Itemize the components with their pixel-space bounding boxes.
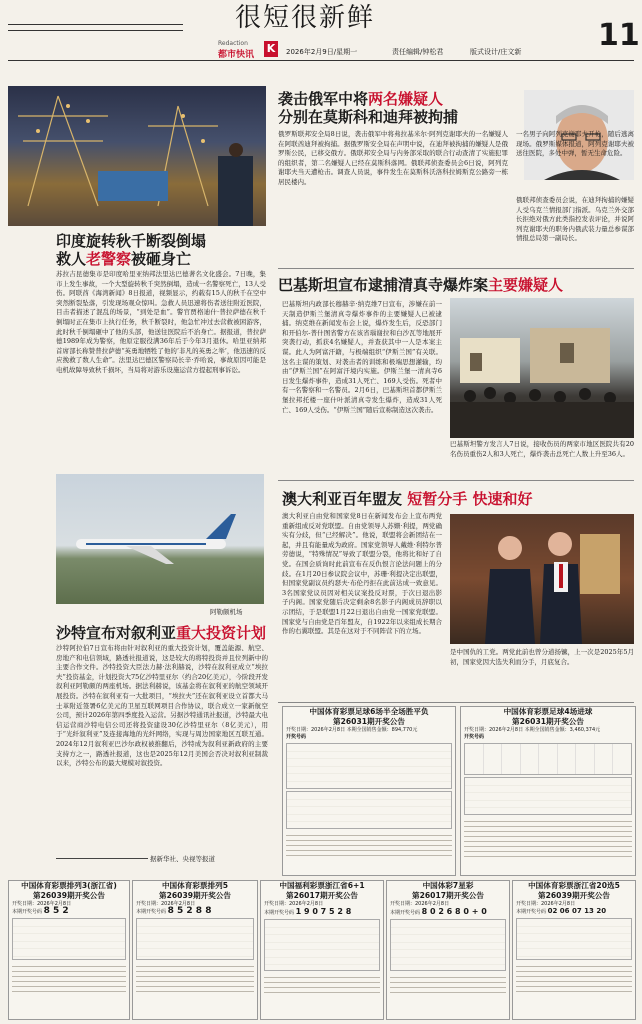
lottery-numbers-6: 8 0 2 6 8 0 + 0: [421, 907, 487, 916]
masthead-designer: 版式设计/庄文新: [470, 48, 522, 56]
lottery-table-6: [390, 919, 506, 971]
separator-line-2: [278, 480, 634, 481]
pakistan-caption: 巴基斯坦警方发言人7日说，接收伤员的两家市地区医院共有20名伤员重伤2人和3人死亡，爆炸袭击总死亡人数上升至36人。: [450, 440, 634, 458]
lottery-info-7: 开奖日期：2026年2月8日: [516, 901, 576, 907]
pakistan-headline-pre: 巴基斯坦宣布逮捕清真寺爆炸案: [278, 276, 489, 294]
lottery-notes-3: [12, 962, 126, 996]
lottery-table-2: [464, 743, 632, 775]
australia-body: 澳大利亚自由党和国家党8日在新闻发布会上宣布两党重新组成反对党联盟。自由党领导人苏姗·利提，两党确实有分歧，但“已经解决”。他说，联盟将会新团结在一起，并且有能量成为政府。国家党领导人戴维·利特尔普劳德说，“特殊情况”导致了联盟分裂，他将比和好了自党。在国会质询时此前宣布在反仇恨言论法问题上的分歧。在1月20日参议院会议中，苏珊·利提决定出联盟，但国家党副议员约瑟夫·布伦丹拒在此前达成一致意见。3名国家党议员因对相关议案投反对票，于次日退出影子内阁。国家党随后决定剩余8名影子内阁成员辞职以示团结，于是联盟1月22日退出自由党一国家党联盟。国家党与自由党是百年盟友，自1922年以来组成长期合作的右翼联盟。其是在这对于不同阵营下的立场。: [282, 512, 442, 636]
source-rule: [56, 858, 148, 859]
lottery-box-2: [460, 706, 636, 876]
moscow-body-bottom: 俄联邦侦查委员会说，在迪拜拘捕的嫌疑人受乌克兰情报部门指派。乌克兰外交部长拒绝对俄方此类指控发表评论，并说阿列克谢耶夫的职务内俄武装力量总参谋部情报总局第一副局长。: [516, 196, 634, 243]
lottery-box-1: [282, 706, 456, 876]
lottery-table-1: [286, 743, 452, 789]
australia-headline-post: 快速和好: [472, 490, 533, 508]
lottery-subtitle-6: 第26017期开奖公告: [412, 891, 484, 900]
column-logo-en: Redaction: [218, 40, 248, 47]
lottery-subtitle-1: 第26031期开奖公告: [333, 717, 405, 726]
lottery-notes-2: [464, 817, 632, 857]
lottery-notes-7: [516, 962, 632, 996]
lottery-subtitle-7: 第26039期开奖公告: [538, 891, 610, 900]
lottery-title-1: 中国体育彩票足球6场半全场胜平负: [309, 707, 429, 716]
lottery-info-4: 开奖日期：2026年2月8日: [136, 901, 196, 907]
lottery-label-3: [9, 908, 129, 916]
lottery-box-4: [132, 880, 258, 1020]
lottery-table-3: [12, 918, 126, 960]
masthead-title: 很短很新鲜: [234, 3, 375, 33]
lottery-box-5: [260, 880, 384, 1020]
australia-politicians-photo: [450, 514, 634, 644]
india-headline-2: [56, 250, 266, 268]
saudi-source: 据新华社、央视等报道: [150, 855, 215, 863]
india-headline-pre: 救人: [56, 250, 87, 268]
australia-body-right: 是中国仇的工党。两党此前也曾分道扬镳，上一次是2025年5月初，国家党因大选失利而分手，月底复合。: [450, 648, 634, 666]
saudi-headline-pre: 沙特宣布对叙利亚: [56, 624, 177, 642]
separator-line: [278, 268, 634, 269]
lottery-table-5: [264, 919, 380, 971]
lottery-notes-1: [286, 831, 452, 857]
masthead-left-rule: [8, 24, 183, 25]
india-headline-1: 印度旋转秋千断裂倒塌: [56, 232, 207, 250]
lottery-info-6: 开奖日期：2026年2月8日: [390, 901, 450, 907]
australia-headline-highlight: 短暂分手: [407, 490, 468, 508]
lottery-notes-6: [390, 973, 506, 997]
lottery-info-2: 开奖日期：2026年2月8日 本期全国销售金额：3,460,374元: [464, 727, 601, 733]
lottery-label-4: [133, 908, 257, 916]
lottery-title-3: 中国体育彩票排列3(浙江省): [21, 881, 117, 890]
lottery-title-4: 中国体育彩票排列5: [161, 881, 229, 890]
lottery-subtitle-5: 第26017期开奖公告: [286, 891, 358, 900]
page-number: 11: [598, 18, 640, 53]
masthead-date: 2026年2月9日/星期一: [286, 48, 358, 56]
lottery-notes-5: [264, 973, 380, 997]
lottery-label-1: 开奖号码: [286, 734, 307, 740]
saudi-headline: [56, 624, 268, 642]
lottery-notes-4: [136, 962, 254, 996]
lottery-subtitle-4: 第26039期开奖公告: [159, 891, 231, 900]
india-headline-post: 被砸身亡: [131, 250, 192, 268]
lottery-title-2: 中国体育彩票足球4场进球: [503, 707, 593, 716]
lottery-box-6: [386, 880, 510, 1020]
lottery-label-4-text: 本期开奖号码: [136, 909, 167, 915]
lottery-title-5: 中国福利彩票浙江省6+1: [279, 881, 365, 890]
moscow-body: 俄罗斯联邦安全局8日说，袭击俄军中将弗拉基米尔·阿列克谢耶夫的一名嫌疑人在阿联酋迪拜被拘捕。据俄罗斯安全局在声明中说，在迪拜被拘捕的嫌疑人是俄罗斯公民，已移交俄方。俄联邦安全局与内务部采取的联合行动查清了实施犯罪的组织者，第二名嫌疑人已经在莫斯科落网。俄联邦侦查委员会6日说，阿列克谢耶夫当天遭枪击。调查人员说，事件发生在莫斯科沃洛科拉姆斯克公路旁一栋居民楼内。: [278, 130, 508, 186]
lottery-label-3-text: 本期开奖号码: [12, 909, 43, 915]
lottery-table-2b: [464, 777, 632, 815]
lottery-table-4: [136, 918, 254, 960]
lottery-info-1: 开奖日期：2026年2月8日 本期全国销售金额：894,770元: [286, 727, 418, 733]
lottery-subtitle-2: 第26031期开奖公告: [512, 717, 584, 726]
masthead-left-rule-2: [8, 30, 183, 31]
lottery-label-5: [261, 908, 383, 917]
lottery-label-2: 开奖号码: [464, 734, 485, 740]
moscow-headline-pre: 袭击俄军中将: [278, 90, 369, 108]
lottery-numbers-7: 02 06 07 13 20: [547, 907, 607, 915]
column-logo-cn: 都市快讯: [218, 50, 255, 60]
moscow-headline-highlight: 两名嫌疑人: [368, 90, 444, 108]
lottery-subtitle-3: 第26039期开奖公告: [33, 891, 105, 900]
lottery-label-6-text: 本期开奖号码: [390, 910, 421, 916]
india-fair-photo: [8, 86, 266, 226]
masthead-bottom-rule: [8, 60, 634, 61]
mosque-funeral-photo: [450, 298, 634, 438]
lottery-title-7: 中国体育彩票浙江省20选5: [528, 881, 620, 890]
aleppo-airport-photo: [56, 474, 264, 604]
lottery-divider: [278, 702, 634, 703]
ferris-wheel-icon: [8, 86, 266, 226]
india-body: 苏拉吉昆德集市是印度哈里亚纳邦法里达巴德著名文化盛会。7日晚，集市上发生事故，一个大型旋转秋千突然倒塌，造成一名警察死亡，13人受伤。阿联酋《海湾新闻》8日报道，视频显示，约载有15人的秋千在空中突然断裂坠落，引发现场观众惊叫。急救人员迅速将伤者送往附近医院，目击者描述了混乱的场景，“到处是血”。警官贾格迪什·普拉萨德在秋千倒塌时正在集市上执行任务，秋千断裂时，他急忙冲过去营救被困游客，此时秋千倒塌砸中了他的头部，他送往医院后不治身亡。据报道，普拉萨德1989年成为警察，他原定服役满36年后于今年3月退休。哈里亚纳邦首席部长称赞普拉萨德“英勇地牺牲了他的‘非凡的英勇之举’，他迅速的反应挽救了数人生命”。法里达巴德区警察局长辛·乔哈说，事故原因可能是电机故障导致秋千损坏，当局将对游乐设施运营方提起刑事诉讼。: [56, 270, 266, 374]
pakistan-body: 巴基斯坦内政部长穆赫辛·纳克维7日宣布，涉嫌在前一天制造伊斯兰堡清真寺爆炸事件的主要嫌疑人已被逮捕。纳克维在新闻发布会上说，爆炸发生后，反恐部门和开伯尔-普什图省警方在该省瑙谢拉和白沙瓦等地展开突袭行动，抓获4名嫌疑人，并查获其中一人是本案主谋。此人为阿富汗籍，与极端组织“伊斯兰国”有关联。这名主谋的策划、对袭击者的训练和极端思想灌输，均由“伊斯兰国”在阿富汗境内实施。伊斯兰堡一清真寺6日发生爆炸事件，造成31人死亡、169人受伤。死者中有一名警察和一名警员。2月6日，巴基斯坦首都伊斯兰堡拉邦托楼一座什叶派清真寺发生爆炸，造成31人死亡、169人受伤。“伊斯兰国”随后宣称制造这次袭击。: [282, 300, 442, 414]
saudi-headline-highlight: 重大投资计划: [176, 624, 267, 642]
lottery-box-7: [512, 880, 636, 1020]
moscow-headline-1: [278, 90, 538, 108]
moscow-body-right: 一名男子向阿列克谢耶夫开枪，随后逃离现场。俄罗斯媒体报道，阿列克谢耶夫被送往医院，多处中弹，暂无生命危险。: [516, 130, 634, 158]
lottery-numbers-5: 1 9 0 7 5 2 8: [295, 907, 352, 916]
lottery-label-6: [387, 908, 509, 917]
australia-headline: [282, 490, 634, 508]
india-headline-highlight: 老警察: [86, 250, 132, 268]
pakistan-headline-highlight: 主要嫌疑人: [488, 276, 564, 294]
lottery-label-7-text: 本期开奖号码: [516, 909, 547, 915]
lottery-title-6: 中国体彩7星彩: [422, 881, 474, 890]
moscow-headline-2: 分别在莫斯科和迪拜被拘捕: [278, 108, 459, 126]
logo-k-icon: K: [264, 41, 278, 57]
lottery-label-7: [513, 908, 635, 916]
lottery-box-3: [8, 880, 130, 1020]
saudi-body: 沙特阿拉伯7日宣布将由针对叙利亚的重大投资计划，覆盖能源、航空、房地产和电信领域，路透社报道说，这是较大的将特投资并且位列新中的主要合作文件。沙特投资大臣法力赫·法利赫说，沙特在叙利亚成立“埃拉夫”投资基金，计划投资大75亿沙特里亚尔（约合20亿美元），今阶段开发叙利亚阿勒颇的两座机场。据法利赫说，该基金将在叙利亚的航空领域开展投资。沙特在叙利亚有一大批项目，“埃拉夫”还在叙利亚设立首都大马士革附近签署6亿美元的卫星互联网项目合作协议，联合成立一家新航空公司，预计2026年第四季度投入运营。另据沙特通讯社报道，沙特最大电信运营商沙特电信公司还将投资建设30亿沙特里亚尔（8亿美元），用于“光纤叙利亚”及连接海地的光纤网络，实现与周边国家地区互联互通。2024年12月叙利亚巴沙尔政权被推翻后，沙特成为叙利亚新政府的主要支持方之一，路透社报道，这也是2025年12月美国会否决对叙利亚制裁以来，沙特公布的最大规模对叙投资。: [56, 644, 268, 768]
airport-caption: 阿勒颇机场: [210, 608, 243, 616]
lottery-info-5: 开奖日期：2026年2月8日: [264, 901, 324, 907]
australia-headline-pre: 澳大利亚百年盟友: [282, 490, 403, 508]
lottery-info-3: 开奖日期：2026年2月8日: [12, 901, 72, 907]
lottery-table-1b: [286, 791, 452, 829]
lottery-label-5-text: 本期开奖号码: [264, 910, 295, 916]
lottery-numbers-3: 8 5 2: [43, 906, 69, 916]
lottery-numbers-4: 8 5 2 8 8: [167, 906, 212, 916]
lottery-table-7: [516, 918, 632, 960]
masthead-editor: 责任编辑/钟松君: [392, 48, 444, 56]
pakistan-headline: [278, 276, 634, 294]
